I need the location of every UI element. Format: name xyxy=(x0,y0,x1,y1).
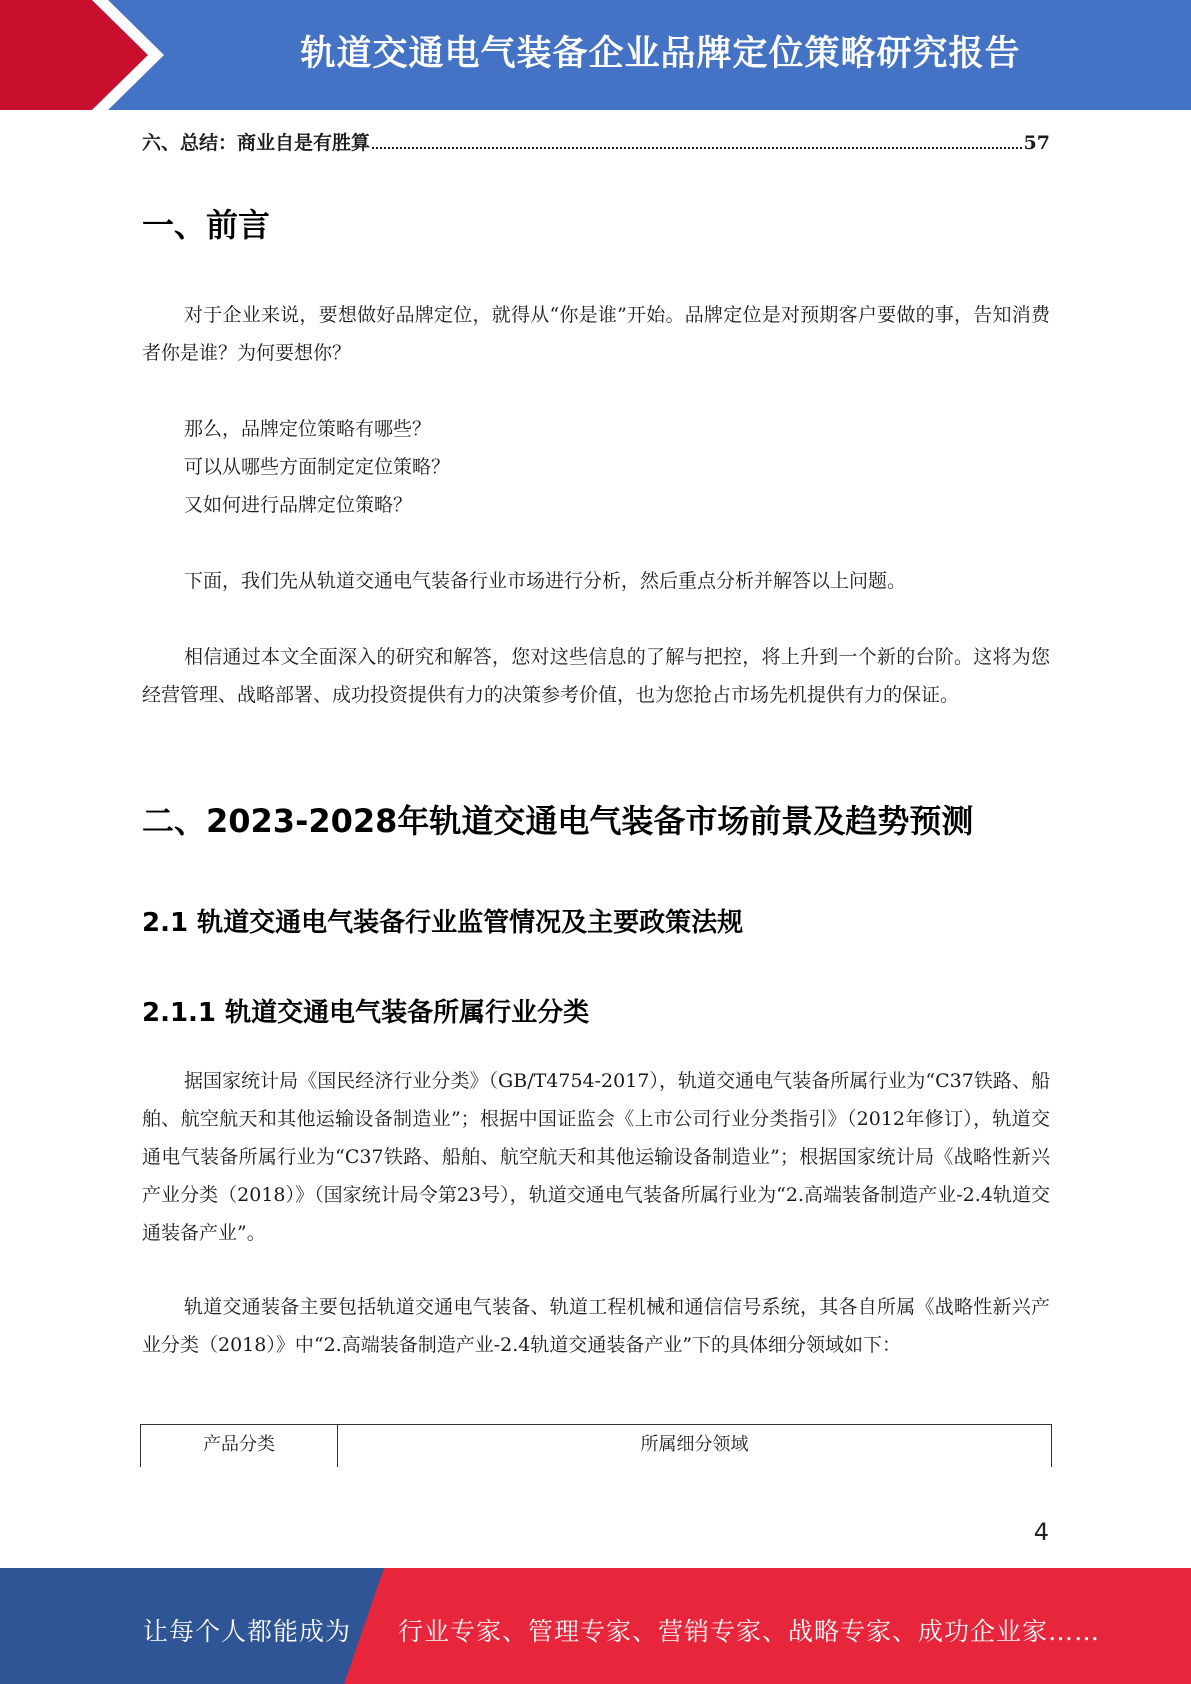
section-heading-preface: 一、前言 xyxy=(142,206,271,244)
toc-entry[interactable] xyxy=(142,128,1050,162)
footer-slogan-right: 行业专家、管理专家、营销专家、战略专家、成功企业家…… xyxy=(398,1617,1101,1646)
preface-paragraph-3: 相信通过本文全面深入的研究和解答，您对这些信息的了解与把控，将上升到一个新的台阶。这将为您经营管理、战略部署、成功投资提供有力的决策参考价值，也为您抢占市场先机提供有力的保证。 xyxy=(142,646,1050,706)
classification-paragraph-1: 据国家统计局《国民经济行业分类》（GB/T4754-2017），轨道交通电气装备所属行业为“C37铁路、船舶、航空航天和其他运输设备制造业”；根据中国证监会《上市公司行业分类指引》（2012年修订），轨道交通电气装备所属行业为“C37铁路、船舶、航空航天和其他运输设备制造业”；根据国家统计局《战略性新兴产业分类（2018）》（国家统计局令第23号），轨道交通电气装备所属行业为“2.高端装备制造产业-2.4轨道交通装备产业”。 xyxy=(142,1070,1050,1244)
page-number: 4 xyxy=(1033,1518,1049,1546)
footer-slogan-left: 让每个人都能成为 xyxy=(143,1617,352,1646)
preface-paragraph-1: 对于企业来说，要想做好品牌定位，就得从“你是谁”开始。品牌定位是对预期客户要做的事，告知消费者你是谁？为何要想你？ xyxy=(142,304,1050,364)
section-heading-market-outlook: 二、2023-2028年轨道交通电气装备市场前景及趋势预测 xyxy=(142,802,974,840)
classification-table xyxy=(140,1424,1052,1467)
toc xyxy=(142,128,1050,162)
preface-question-2: 可以从哪些方面制定定位策略？ xyxy=(184,456,451,478)
table-header-product-category: 产品分类 xyxy=(141,1425,338,1467)
table-header-subfield: 所属细分领域 xyxy=(640,1434,749,1455)
preface-question-3: 又如何进行品牌定位策略？ xyxy=(184,494,413,516)
classification-paragraph-2: 轨道交通装备主要包括轨道交通电气装备、轨道工程机械和通信信号系统，其各自所属《战略性新兴产业分类（2018）》中“2.高端装备制造产业-2.4轨道交通装备产业”下的具体细分领域如下： xyxy=(142,1296,1050,1356)
toc-entry-label: 六、总结：商业自是有胜算 xyxy=(142,132,371,154)
preface-question-1: 那么，品牌定位策略有哪些？ xyxy=(184,418,432,440)
toc-page-number: 57 xyxy=(1023,132,1050,154)
subsection-heading-2-1: 2.1 轨道交通电气装备行业监管情况及主要政策法规 xyxy=(142,908,744,938)
subsection-heading-2-1-1: 2.1.1 轨道交通电气装备所属行业分类 xyxy=(142,998,590,1028)
report-title: 轨道交通电气装备企业品牌定位策略研究报告 xyxy=(300,34,1021,74)
header-banner xyxy=(0,0,1191,110)
preface-paragraph-2: 下面，我们先从轨道交通电气装备行业市场进行分析，然后重点分析并解答以上问题。 xyxy=(184,570,907,592)
toc-leader-dots xyxy=(372,147,1022,149)
